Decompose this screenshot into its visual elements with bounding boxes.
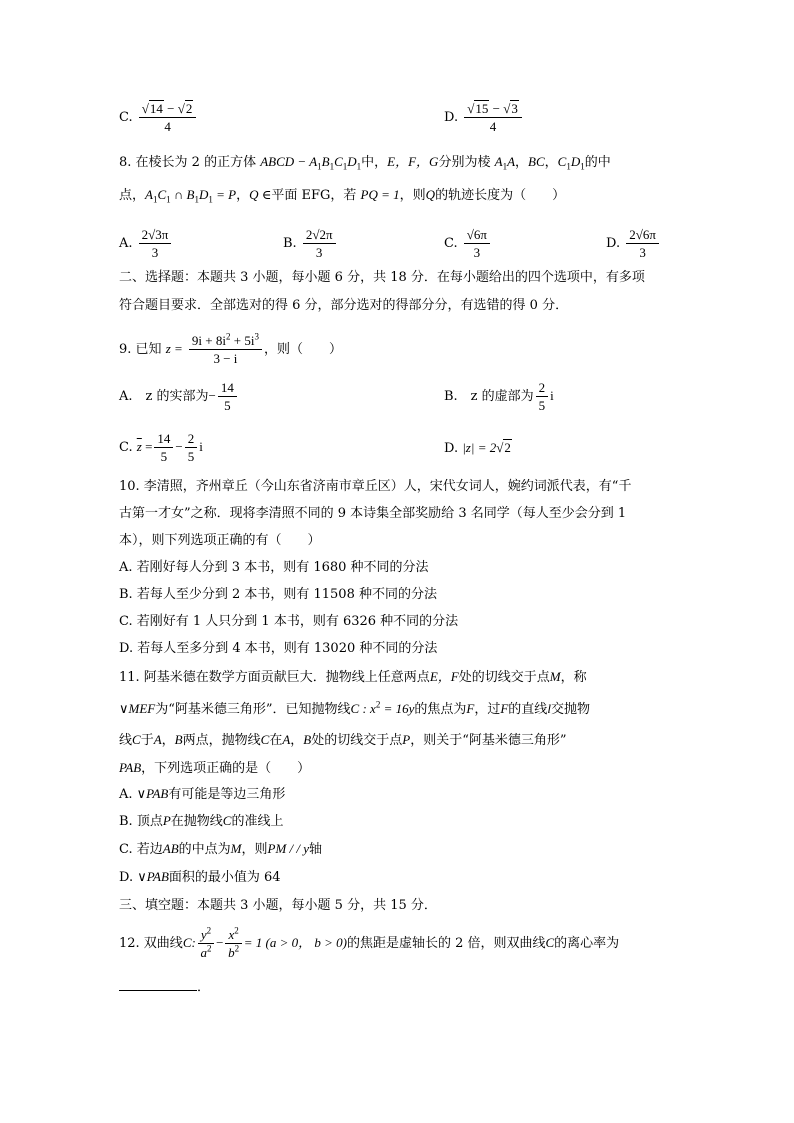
math-triangle: PAB [119, 760, 142, 775]
math-var: Q [425, 187, 436, 202]
fraction: $\frac{14}{5}$ [154, 432, 173, 463]
text: C. 若边 [119, 842, 163, 857]
text: 的中点为 [178, 842, 231, 857]
option-label: D. [119, 870, 134, 885]
fraction [626, 228, 659, 259]
text: 轴 [309, 842, 323, 857]
math-points: E，F，G [387, 154, 439, 169]
q10-option-c: C. 若刚好有 1 人只分到 1 本书，则有 6326 种不同的分法 [119, 614, 459, 629]
text: 面积的最小值为 64 [168, 870, 281, 885]
q8-line-1 [119, 154, 611, 172]
denominator: 3 − i [213, 351, 238, 366]
denominator: 4 [489, 119, 497, 134]
radicand: 2 [185, 101, 193, 116]
fraction [303, 228, 336, 259]
answer-blank[interactable] [119, 978, 197, 991]
text: 中， [361, 155, 388, 170]
q10-option-b: B. 若每人至少分到 2 本书，则有 11508 种不同的分法 [119, 587, 437, 602]
text: 处的切线交于点 [311, 733, 403, 748]
math-edge: BC [528, 154, 545, 169]
fraction: $\frac{x^2}{b^2}$ [225, 928, 241, 959]
denominator: 3 [151, 245, 159, 260]
option-label: B. [283, 236, 297, 251]
text: ， [544, 155, 558, 170]
q9-option-c: C. $\overline{z}$ = $\frac{14}{5}$ − $\frac{2}{5}$ i [119, 431, 203, 464]
q9-option-d: D. |z| = 2√2 [444, 440, 511, 456]
text: 的轨迹长度为（ ） [435, 188, 566, 203]
option-label: D. [444, 110, 459, 125]
option-label: D. [606, 236, 621, 251]
text: ，过 [474, 702, 501, 717]
option-label: A. [119, 787, 133, 802]
fraction [536, 381, 549, 412]
denominator: 5 [538, 398, 546, 413]
option-label: C. [444, 236, 458, 251]
q11-line-3: 线C于A，B两点，抛物线C在A，B处的切线交于点P，则关于“阿基米德三角形” [119, 732, 567, 748]
q10-option-a: A. 若刚好每人分到 3 本书，则有 1680 种不同的分法 [119, 560, 429, 575]
q9-option-b: B. z 的虚部为 $\frac{2}{5}$ i [444, 380, 554, 413]
option-label: C. [119, 440, 133, 455]
text: ，下列选项正确的是（ ） [141, 761, 311, 776]
q11-option-b: B. 顶点P在抛物线C的准线上 [119, 813, 284, 829]
q10-line-2: 古第一才女”之称．现将李清照不同的 9 本诗集全部奖励给 3 名同学（每人至少会分到 1 [119, 506, 627, 521]
q8-option-d [606, 228, 661, 259]
section-2-header-line-1: 二、选择题：本题共 3 小题，每小题 6 分，共 18 分．在每小题给出的四个选项中，有多项 [119, 270, 645, 285]
q10-option-d: D. 若每人至多分到 4 本书，则有 13020 种不同的分法 [119, 641, 438, 656]
math-triangle: ∨MEF [119, 701, 156, 716]
text: ， [515, 155, 529, 170]
numerator: $9i + 8i^2 + 5i^3$ [189, 334, 262, 350]
text: ． [197, 980, 211, 995]
text: B. 顶点 [119, 814, 163, 829]
denominator: 3 [473, 245, 481, 260]
fraction [464, 228, 490, 259]
q12-answer-line [119, 978, 210, 994]
math-eq: PQ = 1 [360, 187, 400, 202]
denominator: 5 [224, 398, 231, 413]
math-edge: $A_1A$ [494, 154, 516, 172]
text: ，则 [241, 842, 268, 857]
text: 线 [119, 733, 133, 748]
q11-option-a: A. ∨PAB有可能是等边三角形 [119, 786, 286, 802]
q8-option-a [119, 228, 173, 259]
fraction: $\frac{2}{5}$ [185, 432, 198, 463]
q7-option-c [119, 102, 198, 133]
numerator: 2 [536, 381, 549, 397]
text: 的直线 [508, 702, 548, 717]
math-var: M [549, 669, 561, 684]
section-2-header-line-2: 符合题目要求．全部选对的得 6 分，部分选对的得部分分，有选错的得 0 分． [119, 298, 569, 313]
radicand: 3 [511, 101, 518, 116]
text: 9. 已知 [119, 342, 162, 357]
denominator: 3 [639, 245, 646, 260]
math-cube: ABCD − $A_1B_1C_1D_1$ [260, 154, 362, 172]
text: B. z 的虚部为 [444, 389, 534, 404]
math-intersection: $A_1C_1$ ∩ $B_1D_1 = P$ [145, 187, 237, 205]
text: 12. 双曲线 [119, 936, 183, 951]
q9-stem [119, 331, 342, 366]
text: 8. 在棱长为 2 的正方体 [119, 155, 257, 170]
text: 的离心率为 [554, 936, 620, 951]
option-label: A. [119, 236, 133, 251]
fraction: $\frac{√14 - √2}{4}$ [139, 102, 197, 133]
text: ，则 [399, 188, 426, 203]
q11-line-1 [119, 670, 587, 684]
text: ， [161, 733, 175, 748]
fraction [218, 381, 237, 412]
text: 的准线上 [231, 814, 284, 829]
section-3-header: 三、填空题：本题共 3 小题，每小题 5 分，共 15 分． [119, 898, 437, 913]
denominator: 4 [164, 119, 171, 134]
q11-option-d: D. ∨PAB面积的最小值为 64 [119, 869, 281, 885]
text: 平面 EFG，若 [271, 188, 357, 203]
text: ，则（ ） [263, 342, 342, 357]
radicand: 14 [149, 101, 163, 116]
q10-line-1: 10. 李清照，齐州章丘（今山东省济南市章丘区）人，宋代女词人，婉约词派代表，有“千 [119, 479, 632, 494]
text: 在抛物线 [170, 814, 223, 829]
math-points: E，F [429, 669, 459, 684]
numerator: 14 [218, 381, 237, 397]
numerator: 2√6π [626, 228, 659, 244]
math-parabola: C : $x^2 = 16y$ [350, 699, 415, 716]
text: 分别为棱 [438, 155, 491, 170]
q8-line-2 [119, 187, 566, 205]
q11-line-4 [119, 761, 310, 775]
text: A. z 的实部为 [119, 389, 209, 404]
math-edge: $C_1D_1$ [557, 154, 585, 172]
text: ，则关于“阿基米德三角形” [410, 733, 567, 748]
q12-line-1: 12. 双曲线C: $\frac{y^2}{a^2}$ − $\frac{x^2}{b^2}$ = 1 (a > 0， b > 0)的焦距是虚轴长的 2 倍，则双曲线C的离心率为 [119, 925, 620, 960]
denominator: 3 [315, 245, 323, 260]
numerator: √6π [464, 228, 490, 244]
q11-option-c: C. 若边AB的中点为M，则PM / / y轴 [119, 841, 323, 857]
text: 两点，抛物线 [182, 733, 261, 748]
q8-option-c [444, 228, 492, 259]
q11-line-2: ∨MEF为“阿基米德三角形”．已知抛物线C : $x^2 = 16y$的焦点为F，过F的直线l交抛物 [119, 699, 590, 717]
text: 处的切线交于点 [458, 670, 550, 685]
text: 为“阿基米德三角形”．已知抛物线 [155, 702, 351, 717]
radicand: 15 [475, 101, 489, 116]
math-membership: Q ∈ [249, 187, 272, 202]
math-var: z = [165, 341, 183, 356]
text: 的焦点为 [414, 702, 467, 717]
option-label: C. [119, 110, 133, 125]
text: ，称 [560, 670, 587, 685]
fraction: $\frac{√15 - √3}{4}$ [464, 102, 522, 133]
text: 的中 [584, 155, 611, 170]
fraction [189, 331, 262, 366]
fraction: $\frac{y^2}{a^2}$ [198, 928, 214, 959]
option-label: D. [444, 441, 459, 456]
q7-option-d [444, 102, 524, 133]
numerator: 2√2π [303, 228, 336, 244]
q8-option-b [283, 228, 338, 259]
text: 交抛物 [550, 702, 590, 717]
text: ， [290, 733, 304, 748]
q10-line-3: 本），则下列选项正确的有（ ） [119, 533, 321, 548]
text: 点， [119, 188, 146, 203]
text: 的焦距是虚轴长的 2 倍，则双曲线 [346, 936, 546, 951]
q9-option-a: A. z 的实部为− $\frac{14}{5}$ [119, 381, 239, 412]
numerator: 2√3π [139, 228, 172, 244]
text: 有可能是等边三角形 [168, 787, 286, 802]
text: 于 [140, 733, 154, 748]
fraction [139, 228, 172, 259]
text: ， [236, 188, 250, 203]
text: 11. 阿基米德在数学方面贡献巨大．抛物线上任意两点 [119, 670, 430, 685]
text: 在 [269, 733, 283, 748]
